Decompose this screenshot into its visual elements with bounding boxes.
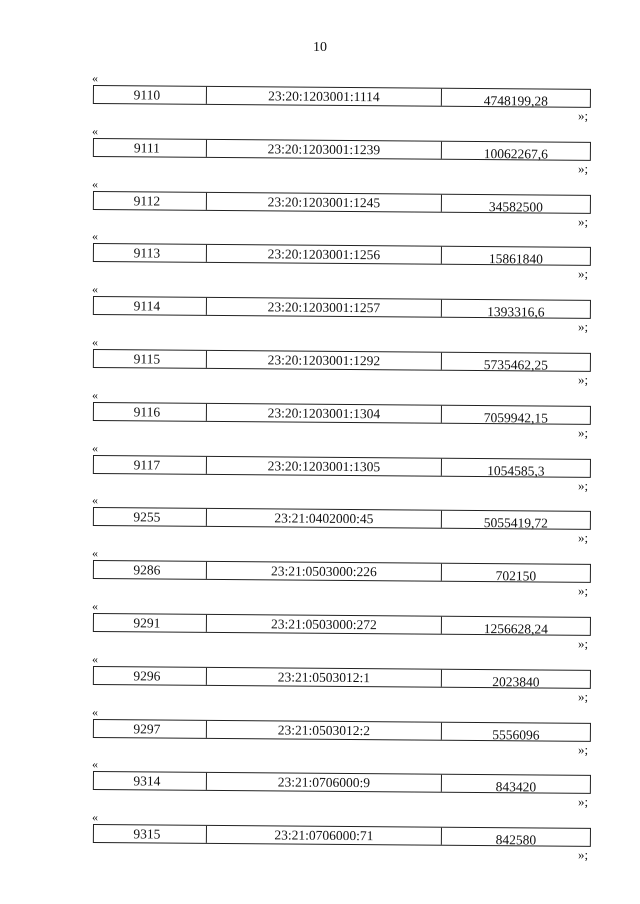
row-number-cell: 9114 [94,297,207,315]
value-cell: 702150 [495,568,537,584]
cadastral-number-cell: 23:21:0706000:9 [207,773,442,792]
opening-quote: « [92,229,98,244]
row-number-cell: 9115 [94,350,207,368]
opening-quote: « [92,440,98,455]
row-number-cell: 9314 [94,772,207,790]
table-row [93,507,591,530]
row-number-cell: 9255 [94,508,207,526]
closing-quote: »; [578,741,589,757]
opening-quote: « [92,71,98,85]
closing-quote: »; [578,213,589,229]
opening-quote: « [92,546,98,561]
table-row [93,824,591,847]
table-row [93,666,591,689]
value-cell: 1393316,6 [487,304,545,320]
value-cell: 1256628,24 [483,621,549,637]
table-entry [0,283,640,336]
closing-quote: »; [578,583,589,599]
entries-list [0,72,640,864]
opening-quote: « [92,387,98,402]
cadastral-number-cell: 23:20:1203001:1256 [207,245,442,264]
row-number-cell: 9296 [94,667,207,685]
table-entry [0,811,640,864]
cadastral-number-cell: 23:20:1203001:1114 [207,87,442,106]
cadastral-number-cell: 23:21:0503012:2 [207,720,442,739]
row-number-cell: 9110 [94,86,207,104]
row-number-cell: 9117 [94,456,207,474]
table-entry [0,758,640,811]
value-cell: 5735462,25 [483,357,549,373]
opening-quote: « [92,810,98,825]
opening-quote: « [92,334,98,349]
value-cell: 7059942,15 [483,409,549,426]
table-entry [0,653,640,706]
opening-quote: « [92,651,98,666]
closing-quote: »; [578,530,589,546]
closing-quote: »; [578,688,589,704]
table-entry [0,547,640,600]
row-number-cell: 9113 [94,244,207,262]
cadastral-number-cell: 23:20:1203001:1245 [207,192,442,211]
row-number-cell: 9112 [94,192,207,210]
opening-quote: « [92,704,98,719]
table-entry [0,389,640,442]
value-cell: 4748199,28 [483,93,549,109]
closing-quote: »; [578,847,589,863]
cadastral-number-cell: 23:21:0402000:45 [207,509,442,528]
closing-quote: »; [578,319,589,335]
cadastral-number-cell: 23:20:1203001:1257 [207,298,442,317]
table-entry [0,178,640,231]
table-entry [0,336,640,389]
closing-quote: »; [578,635,589,651]
cadastral-number-cell: 23:21:0503012:1 [207,668,442,687]
cadastral-number-cell: 23:21:0503000:272 [207,615,442,634]
row-number-cell: 9315 [94,825,207,843]
closing-quote: »; [578,477,589,493]
table-row [93,243,591,266]
closing-quote: »; [578,794,589,810]
cadastral-number-cell: 23:20:1203001:1239 [207,140,442,159]
table-entry [0,230,640,283]
row-number-cell: 9111 [94,139,207,157]
value-cell: 5055419,72 [483,515,549,531]
opening-quote: « [92,493,98,508]
value-cell: 2023840 [492,673,540,690]
closing-quote: »; [578,371,589,387]
table-entry [0,706,640,759]
value-cell: 1054585,3 [487,462,545,479]
table-row [93,771,591,794]
table-row [93,402,591,425]
closing-quote: »; [578,160,589,176]
row-number-cell: 9286 [94,561,207,579]
table-entry [0,125,640,178]
row-number-cell: 9291 [94,614,207,632]
closing-quote: »; [578,424,589,440]
closing-quote: »; [578,108,589,123]
value-cell: 843420 [495,779,537,795]
row-number-cell: 9116 [94,403,207,421]
value-cell: 15861840 [488,251,543,267]
opening-quote: « [92,176,98,191]
table-row [93,85,591,108]
table-entry [0,494,640,547]
cadastral-number-cell: 23:20:1203001:1292 [207,351,442,370]
table-row [93,191,591,214]
value-cell: 842580 [495,832,537,848]
page-number: 10 [313,40,327,55]
table-entry [0,600,640,653]
opening-quote: « [92,598,98,613]
table-row [93,138,591,161]
cadastral-number-cell: 23:20:1203001:1304 [207,404,442,423]
cadastral-number-cell: 23:21:0503000:226 [207,562,442,581]
table-row [93,719,591,742]
table-row [93,296,591,319]
table-entry [0,72,640,125]
table-entry [0,442,640,495]
table-row [93,560,591,583]
opening-quote: « [92,757,98,772]
value-cell: 10062267,6 [483,145,549,162]
value-cell: 5556096 [492,726,540,743]
table-row [93,455,591,478]
opening-quote: « [92,123,98,138]
cadastral-number-cell: 23:21:0706000:71 [207,826,442,845]
table-row [93,613,591,636]
cadastral-number-cell: 23:20:1203001:1305 [207,456,442,475]
closing-quote: »; [578,266,589,282]
table-row [93,349,591,372]
opening-quote: « [92,282,98,297]
row-number-cell: 9297 [94,720,207,738]
value-cell: 34582500 [488,198,543,215]
